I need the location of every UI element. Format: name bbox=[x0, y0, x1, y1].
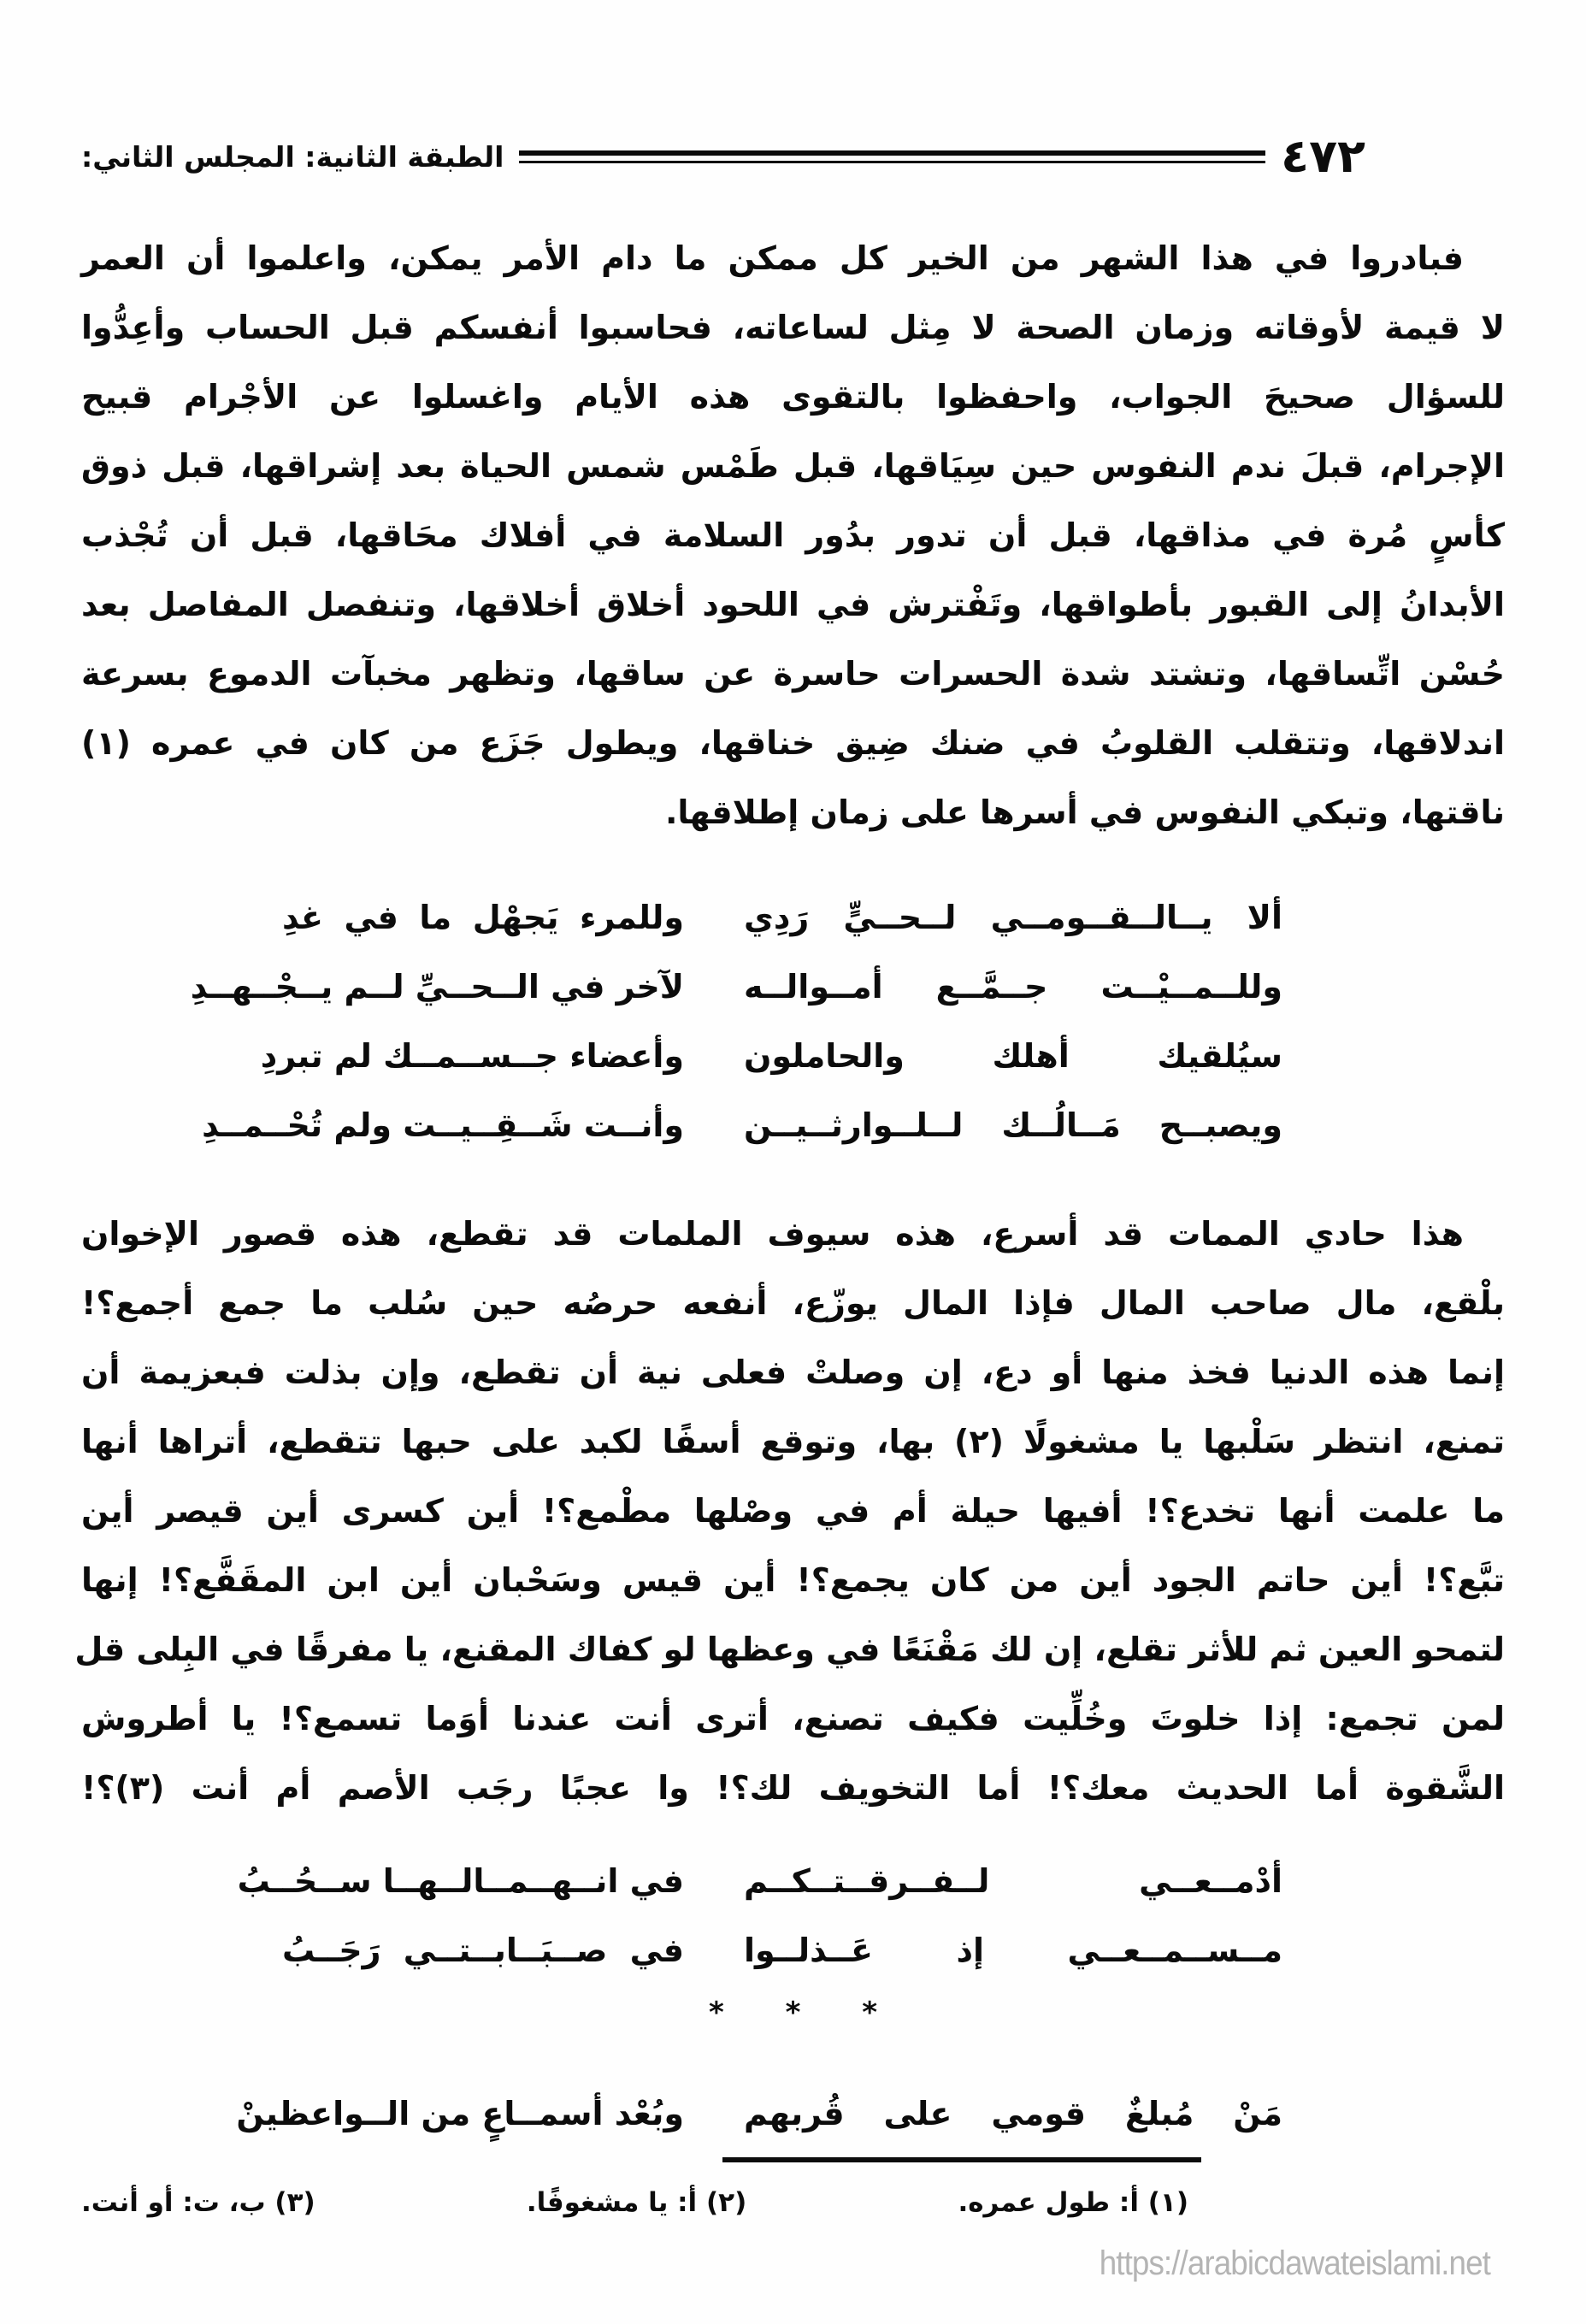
hemistich-left: وبُعْد أسمــاعٍ من الــواعظينْ bbox=[236, 2095, 684, 2132]
stars-separator: * * * bbox=[708, 1996, 903, 2030]
text-line: لمن تجمع: إذا خلوتَ وخُلِّيت فكيف تصنع، أترى أنت عندنا أوَما تسمع؟! يا أطروش bbox=[81, 1700, 1505, 1737]
hemistich-left: وللمرء يَجهْل ما في غدِ bbox=[282, 899, 684, 936]
hemistich-right: سيُلقيك أهلك والحاملون bbox=[744, 1037, 1282, 1075]
text-line: تمنع، انتظر سَلْبها يا مشغولًا (٢) بها، وتوقع أسفًا لكبد على حبها تتقطع، أتراها أنها bbox=[81, 1423, 1505, 1460]
page-title: الطبقة الثانية: المجلس الثاني: bbox=[81, 139, 504, 174]
hemistich-left: في صــبَــابــتــي رَجَــبُ bbox=[282, 1932, 684, 1969]
text-line: اندلاقها، وتتقلب القلوبُ في ضنك ضِيق خناقها، ويطول جَزَع من كان في عمره (١) bbox=[81, 724, 1505, 762]
page-header bbox=[0, 127, 1586, 186]
text-line: هذا حادي الممات قد أسرع، هذه سيوف الملمات قد تقطع، هذه قصور الإخوان bbox=[81, 1215, 1464, 1253]
hemistich-right: مــســمــعــي إذ عَــذلــوا bbox=[744, 1932, 1282, 1969]
hemistich-right: مَنْ مُبلغٌ قومي على قُربهم bbox=[744, 2095, 1282, 2132]
footnote-item: (٢) أ: يا مشغوفًا. bbox=[526, 2187, 747, 2218]
text-line: كأسٍ مُرة في مذاقها، قبل أن تدور بدُور السلامة في أفلاك محَاقها، قبل أن تُجْذب bbox=[81, 516, 1505, 554]
text-line: فبادروا في هذا الشهر من الخير كل ممكن ما دام الأمر يمكن، واعلموا أن العمر bbox=[81, 239, 1464, 277]
text-line: حُسْن اتِّساقها، وتشتد شدة الحسرات حاسرة عن ساقها، وتظهر مخبآت الدموع بسرعة bbox=[81, 655, 1505, 693]
hemistich-left: لآخر في الــحــيِّ لــم يــجْــهــدِ bbox=[190, 968, 684, 1006]
footnote-divider bbox=[722, 2157, 1201, 2162]
footnotes bbox=[0, 2181, 1586, 2224]
poem-1 bbox=[190, 883, 1282, 1160]
hemistich-right: أدْمــعــي لــفــرقــتــكــم bbox=[744, 1862, 1282, 1900]
watermark-url: https://arabicdawateislami.net bbox=[1099, 2244, 1490, 2282]
poem-3 bbox=[236, 2079, 1282, 2149]
hemistich-left: وأعضاء جــســمــك لم تبردِ bbox=[260, 1037, 684, 1075]
text-line: الأبدانُ إلى القبور بأطواقها، وتَفْترش في اللحود أخلاق أخلاقها، وتنفصل المفاصل بعد bbox=[81, 586, 1505, 623]
hemistich-right: ويصبــح مَــالُــك لــلــوارثــيــن bbox=[744, 1106, 1282, 1144]
paragraph-2 bbox=[0, 1200, 1586, 1823]
text-line: إنما هذه الدنيا فخذ منها أو دع، إن وصلتْ فعلى نية أن تقطع، وإن بذلت فبعزيمة أن bbox=[81, 1354, 1505, 1391]
text-line: تبَّع؟! أين حاتم الجود أين من كان يجمع؟! أين قيس وسَحْبان أين ابن المقَفَّع؟! إنها bbox=[81, 1561, 1505, 1599]
text-line: ناقتها، وتبكي النفوس في أسرها على زمان إطلاقها. bbox=[664, 793, 1505, 831]
paragraph-1 bbox=[0, 224, 1586, 847]
header-rule-line bbox=[519, 150, 1265, 163]
page-number: ٤٧٢ bbox=[1281, 129, 1365, 183]
text-line: الشَّقوة أما الحديث معك؟! أما التخويف لك؟! وا عجبًا رجَب الأصم أم أنت (٣)؟! bbox=[81, 1769, 1505, 1807]
hemistich-left: في انــهــمــالــهــا ســحُــبُ bbox=[237, 1862, 684, 1900]
hemistich-right: ألا يــالــقــومــي لــحــيٍّ رَدِي bbox=[744, 899, 1282, 936]
hemistich-left: وأنــت شَــقِــيــت ولم تُحْــمــدِ bbox=[202, 1106, 684, 1144]
text-line: الإجرام، قبلَ ندم النفوس حين سِيَاقها، قبل طَمْس شمس الحياة بعد إشراقها، قبل ذوق bbox=[81, 447, 1505, 485]
hemistich-right: وللــمــيْــت جــمَّــع أمــوالــه bbox=[744, 968, 1282, 1006]
text-line: للسؤال صحيحَ الجواب، واحفظوا بالتقوى هذه الأيام واغسلوا عن الأجْرام قبيح bbox=[81, 378, 1505, 416]
text-line: لا قيمة لأوقاته وزمان الصحة لا مِثل لساعاته، فحاسبوا أنفسكم قبل الحساب وأعِدُّوا bbox=[81, 309, 1505, 346]
text-line: بلْقع، مال صاحب المال فإذا المال يوزّع، أنفعه حرصُه حين سُلب ما جمع أجمع؟! bbox=[81, 1284, 1505, 1322]
text-line: ما علمت أنها تخدع؟! أفيها حيلة أم في وصْلها مطْمع؟! أين كسرى أين قيصر أين bbox=[81, 1492, 1505, 1530]
text-line: لتمحو العين ثم للأثر تقلع، إن لك مَقْنَعًا في وعظها لو كفاك المقنع، يا مفرقًا في البِلى قل bbox=[74, 1631, 1505, 1668]
footnote-item: (١) أ: طول عمره. bbox=[958, 2187, 1188, 2218]
poem-2 bbox=[237, 1847, 1282, 1985]
footnote-item: (٣) ب، ت: أو أنت. bbox=[81, 2187, 315, 2218]
